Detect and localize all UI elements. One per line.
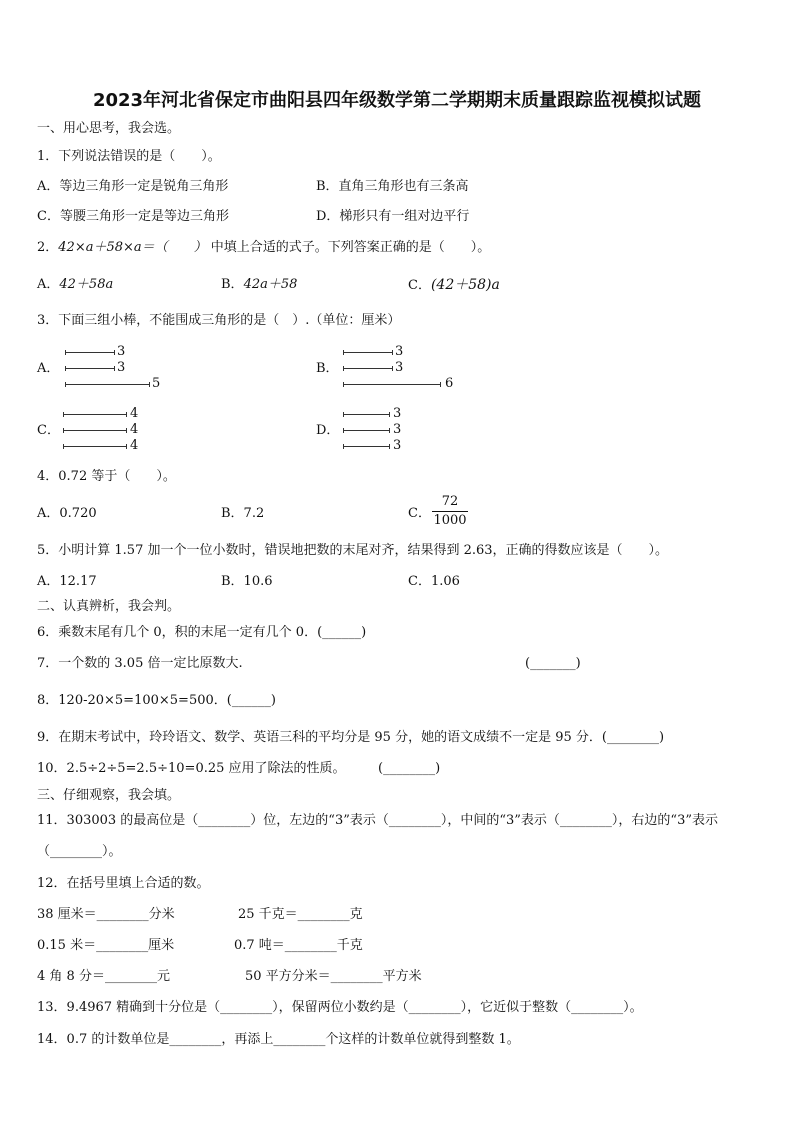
stick <box>343 384 441 385</box>
stick-length: 4 <box>130 406 139 421</box>
q2-option-a: A．42＋58a <box>37 277 114 292</box>
q4-option-c-label: C． <box>408 506 431 521</box>
stick <box>63 430 127 431</box>
q2-number: 2． <box>37 240 59 255</box>
q1-option-b: B．直角三角形也有三条高 <box>316 179 469 194</box>
q11: 11．303003 的最高位是（________）位，左边的“3”表示（________），中间的“3”表示（________），右边的“3”表示 <box>37 813 718 828</box>
section-3-heading: 三、仔细观察，我会填。 <box>37 788 181 803</box>
stick <box>65 368 115 369</box>
q1-option-a: A．等边三角形一定是锐角三角形 <box>37 179 229 194</box>
stick-length: 3 <box>395 344 404 359</box>
stick-length: 3 <box>393 422 402 437</box>
q12-item: 38 厘米＝________分米 <box>37 907 175 922</box>
stick <box>343 414 390 415</box>
stick <box>343 352 393 353</box>
q4-option-b: B．7.2 <box>221 506 265 521</box>
page-title: 2023年河北省保定市曲阳县四年级数学第二学期期末质量跟踪监视模拟试题 <box>92 90 702 111</box>
stick <box>343 368 393 369</box>
q1-option-d: D．梯形只有一组对边平行 <box>316 209 470 224</box>
q2-stem-text: 中填上合适的式子。下列答案正确的是（ ）。 <box>210 240 491 255</box>
q3-option-b-label: B． <box>316 361 339 376</box>
q5-option-a: A．12.17 <box>37 574 97 589</box>
q3-option-a-label: A． <box>37 361 60 376</box>
q1-stem: 1．下列说法错误的是（ ）。 <box>37 149 221 164</box>
stick <box>63 446 127 447</box>
q10-answer-blank[interactable]: (________) <box>378 761 441 776</box>
q13: 13．9.4967 精确到十分位是（________），保留两位小数约是（________），它近似于整数（________）。 <box>37 1000 643 1015</box>
fraction-numerator: 72 <box>441 494 459 509</box>
stick <box>343 430 390 431</box>
section-1-heading: 一、用心思考，我会选。 <box>37 121 181 136</box>
fraction-denominator: 1000 <box>433 513 467 528</box>
stick-length: 5 <box>152 376 161 391</box>
q12-item: 0.7 吨＝________千克 <box>234 938 363 953</box>
q4-stem: 4．0.72 等于（ ）。 <box>37 469 176 484</box>
q3-option-d-label: D． <box>316 423 340 438</box>
q5-option-b: B．10.6 <box>221 574 273 589</box>
q5-option-c: C．1.06 <box>408 574 460 589</box>
stick <box>343 446 390 447</box>
q2-stem <box>37 239 490 257</box>
stick <box>63 414 127 415</box>
q5-stem: 5．小明计算 1.57 加一个一位小数时，错误地把数的末尾对齐，结果得到 2.63，正确的得数应该是（ ）。 <box>37 543 669 558</box>
stick-length: 4 <box>130 438 139 453</box>
q6: 6．乘数末尾有几个 0，积的末尾一定有几个 0．(______) <box>37 625 367 640</box>
q4-option-a: A．0.720 <box>37 506 97 521</box>
stick <box>65 384 150 385</box>
q1-option-c: C．等腰三角形一定是等边三角形 <box>37 209 229 224</box>
q7: 7．一个数的 3.05 倍一定比原数大. <box>37 656 243 671</box>
q2-expression: 42×a＋58×a＝（ ） <box>58 240 207 255</box>
q3-stem: 3．下面三组小棒，不能围成三角形的是（ ）.（单位：厘米） <box>37 313 401 328</box>
section-2-heading: 二、认真辨析，我会判。 <box>37 599 181 614</box>
q2-option-b: B．42a＋58 <box>221 277 298 292</box>
q12-item: 25 千克＝________克 <box>238 907 363 922</box>
stick <box>65 352 115 353</box>
stick-length: 3 <box>117 360 126 375</box>
q11-continued: （________）。 <box>37 844 122 859</box>
q8: 8．120-20×5=100×5=500．(______) <box>37 693 276 708</box>
q14: 14．0.7 的计数单位是________，再添上________个这样的计数单位就得到整数 1。 <box>37 1032 520 1047</box>
fraction-bar <box>432 511 468 512</box>
q12-item: 4 角 8 分＝________元 <box>37 969 170 984</box>
q12-stem: 12．在括号里填上合适的数。 <box>37 876 210 891</box>
stick-length: 4 <box>130 422 139 437</box>
q7-answer-blank[interactable]: (_______) <box>525 656 581 671</box>
q4-option-c-fraction <box>432 494 468 529</box>
q3-option-c-label: C． <box>37 423 60 438</box>
stick-length: 3 <box>393 406 402 421</box>
stick-length: 6 <box>445 376 454 391</box>
q12-item: 0.15 米＝________厘米 <box>37 938 175 953</box>
q12-item: 50 平方分米＝________平方米 <box>245 969 422 984</box>
stick-length: 3 <box>117 344 126 359</box>
q9: 9．在期末考试中，玲玲语文、数学、英语三科的平均分是 95 分，她的语文成绩不一定是 95 分．(________) <box>37 730 665 745</box>
q2-option-c: C．(42＋58)a <box>408 277 500 293</box>
stick-length: 3 <box>393 438 402 453</box>
stick-length: 3 <box>395 360 404 375</box>
q10: 10．2.5÷2÷5=2.5÷10=0.25 应用了除法的性质。 <box>37 761 346 776</box>
